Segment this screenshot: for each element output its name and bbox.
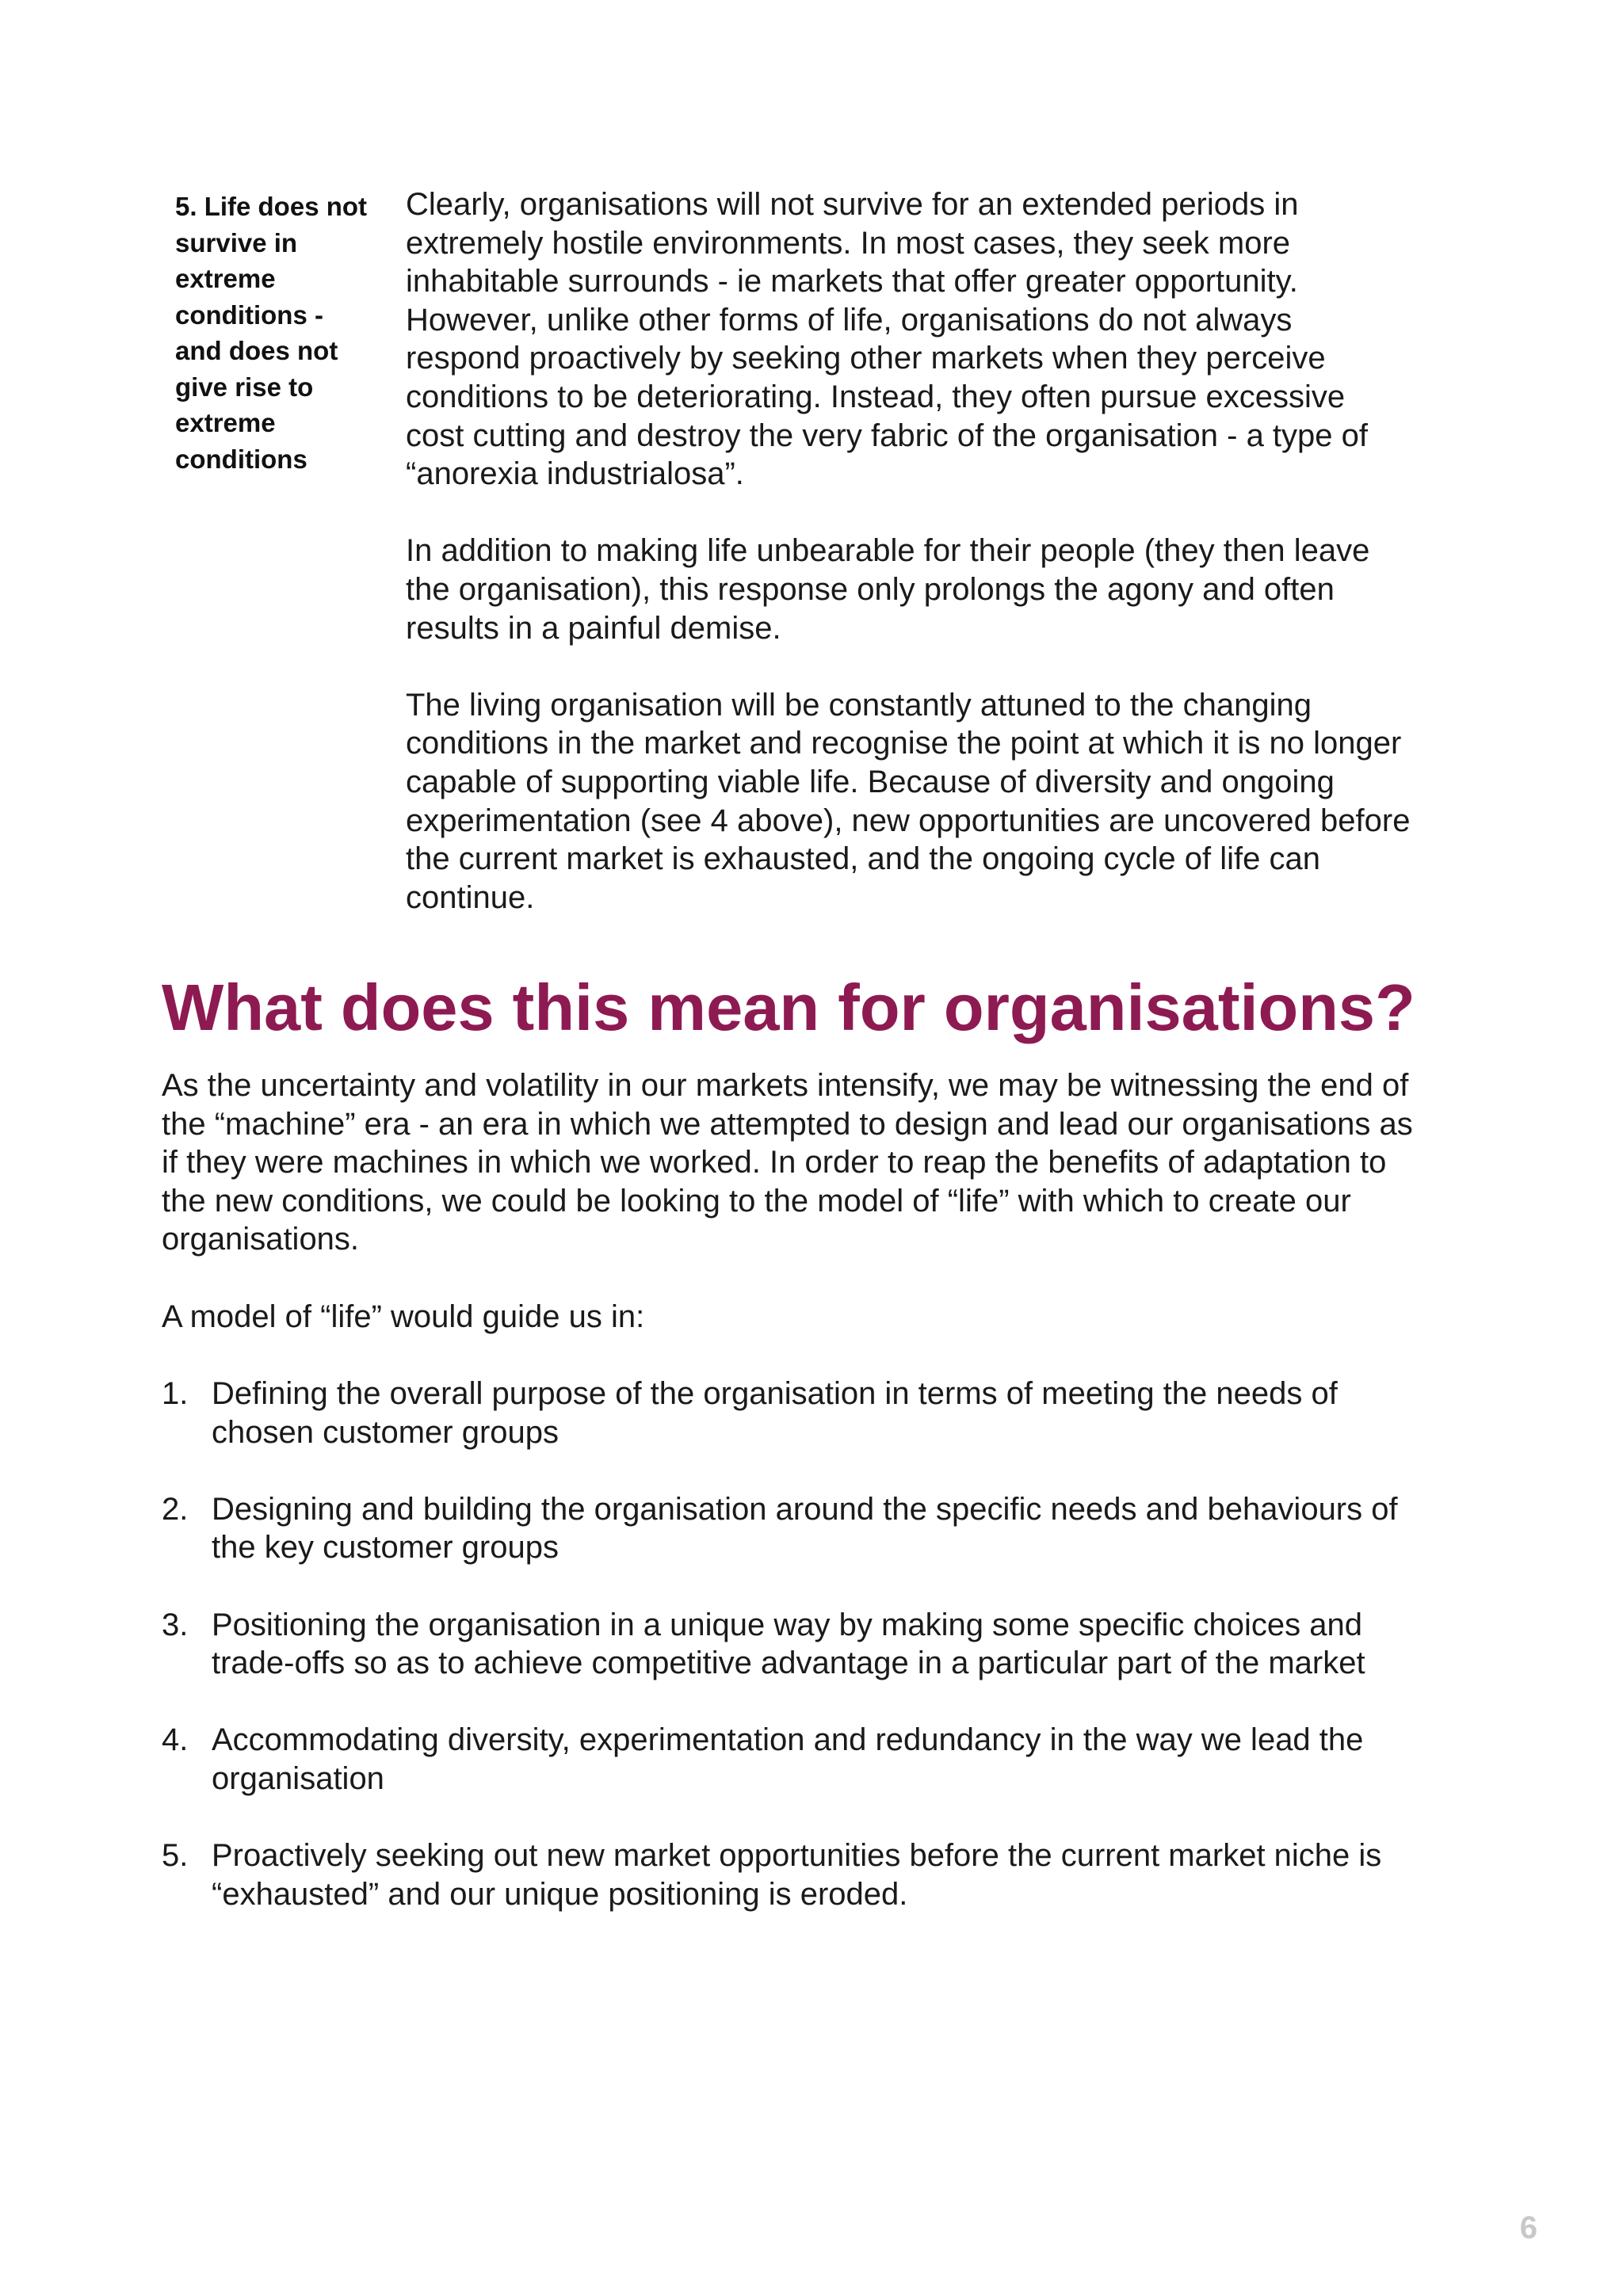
- side-heading-line: survive in: [175, 227, 298, 257]
- main-heading: What does this mean for organisations?: [162, 971, 1415, 1044]
- list-item-text: [212, 1606, 1477, 1683]
- text-line: organisation: [212, 1760, 384, 1796]
- text-line: experimentation (see 4 above), new opportunities are uncovered before: [406, 803, 1411, 838]
- side-heading-line: and does not: [175, 336, 338, 365]
- text-line: In addition to making life unbearable for their people (they then leave: [406, 533, 1370, 569]
- text-line: respond proactively by seeking other markets when they perceive: [406, 341, 1326, 376]
- text-line: extremely hostile environments. In most cases, they seek more: [406, 225, 1291, 261]
- text-line: the new conditions, we could be looking to the model of “life” with which to create our: [162, 1183, 1351, 1219]
- list-item-text: [212, 1721, 1477, 1798]
- list-item: [162, 1836, 1477, 1913]
- list-number: 2.: [162, 1491, 189, 1527]
- text-line: trade-offs so as to achieve competitive advantage in a particular part of the market: [212, 1646, 1365, 1681]
- text-line: cost cutting and destroy the very fabric of the organisation - a type of: [406, 418, 1369, 453]
- body-paragraph: [406, 185, 1468, 494]
- text-line: However, unlike other forms of life, organisations do not always: [406, 302, 1293, 338]
- text-line: A model of “life” would guide us in:: [162, 1299, 645, 1334]
- list-item-text: [212, 1490, 1477, 1567]
- numbered-list: [162, 1375, 1477, 1952]
- text-line: “exhausted” and our unique positioning is eroded.: [212, 1876, 908, 1912]
- body-paragraph: [406, 532, 1468, 647]
- side-heading-line: give rise to: [175, 372, 314, 402]
- list-item: [162, 1606, 1477, 1683]
- text-line: continue.: [406, 879, 535, 915]
- text-line: organisations.: [162, 1222, 360, 1257]
- body-paragraph: [406, 686, 1468, 917]
- text-line: As the uncertainty and volatility in our markets intensify, we may be witnessing the end of: [162, 1068, 1409, 1103]
- text-line: the organisation), this response only prolongs the agony and often: [406, 571, 1335, 607]
- list-number: 1.: [162, 1376, 189, 1411]
- text-line: Designing and building the organisation around the specific needs and behaviours of: [212, 1491, 1398, 1527]
- list-number: 4.: [162, 1722, 189, 1758]
- side-heading-line: extreme: [175, 264, 276, 293]
- text-line: chosen customer groups: [212, 1414, 559, 1450]
- side-heading-line: extreme: [175, 408, 276, 437]
- list-item: [162, 1490, 1477, 1567]
- text-line: results in a painful demise.: [406, 610, 781, 646]
- text-line: Positioning the organisation in a unique way by making some specific choices and: [212, 1607, 1362, 1642]
- text-line: the key customer groups: [212, 1530, 559, 1566]
- page-number: 6: [1519, 2210, 1537, 2245]
- list-item: [162, 1375, 1477, 1451]
- text-line: Accommodating diversity, experimentation and redundancy in the way we lead the: [212, 1722, 1364, 1758]
- text-line: Defining the overall purpose of the organisation in terms of meeting the needs of: [212, 1376, 1338, 1411]
- list-number: 3.: [162, 1607, 189, 1642]
- text-line: conditions to be deteriorating. Instead, they often pursue excessive: [406, 379, 1346, 414]
- text-line: inhabitable surrounds - ie markets that offer greater opportunity.: [406, 264, 1298, 299]
- intro-paragraph: [162, 1298, 1477, 1337]
- list-item: [162, 1721, 1477, 1798]
- side-heading-line: conditions -: [175, 299, 323, 330]
- list-number: 5.: [162, 1838, 189, 1874]
- text-line: capable of supporting viable life. Because of diversity and ongoing: [406, 764, 1335, 799]
- text-line: “anorexia industrialosa”.: [406, 456, 744, 492]
- text-line: conditions in the market and recognise the point at which it is no longer: [406, 726, 1402, 761]
- intro-text: [162, 1066, 1477, 1375]
- section-body: [406, 185, 1468, 955]
- intro-paragraph: [162, 1066, 1477, 1259]
- text-line: Clearly, organisations will not survive for an extended periods in: [406, 187, 1299, 222]
- text-line: if they were machines in which we worked. In order to reap the benefits of adaptation to: [162, 1145, 1387, 1180]
- list-item-text: [212, 1836, 1477, 1913]
- side-heading-line: 5. Life does not: [175, 192, 368, 221]
- side-heading: [175, 189, 397, 477]
- side-heading-line: conditions: [175, 444, 307, 474]
- text-line: the current market is exhausted, and the ongoing cycle of life can: [406, 841, 1321, 877]
- text-line: the “machine” era - an era in which we attempted to design and lead our organisations as: [162, 1106, 1413, 1142]
- text-line: Proactively seeking out new market opportunities before the current market niche is: [212, 1838, 1382, 1874]
- list-item-text: [212, 1375, 1477, 1451]
- text-line: The living organisation will be constantly attuned to the changing: [406, 687, 1312, 723]
